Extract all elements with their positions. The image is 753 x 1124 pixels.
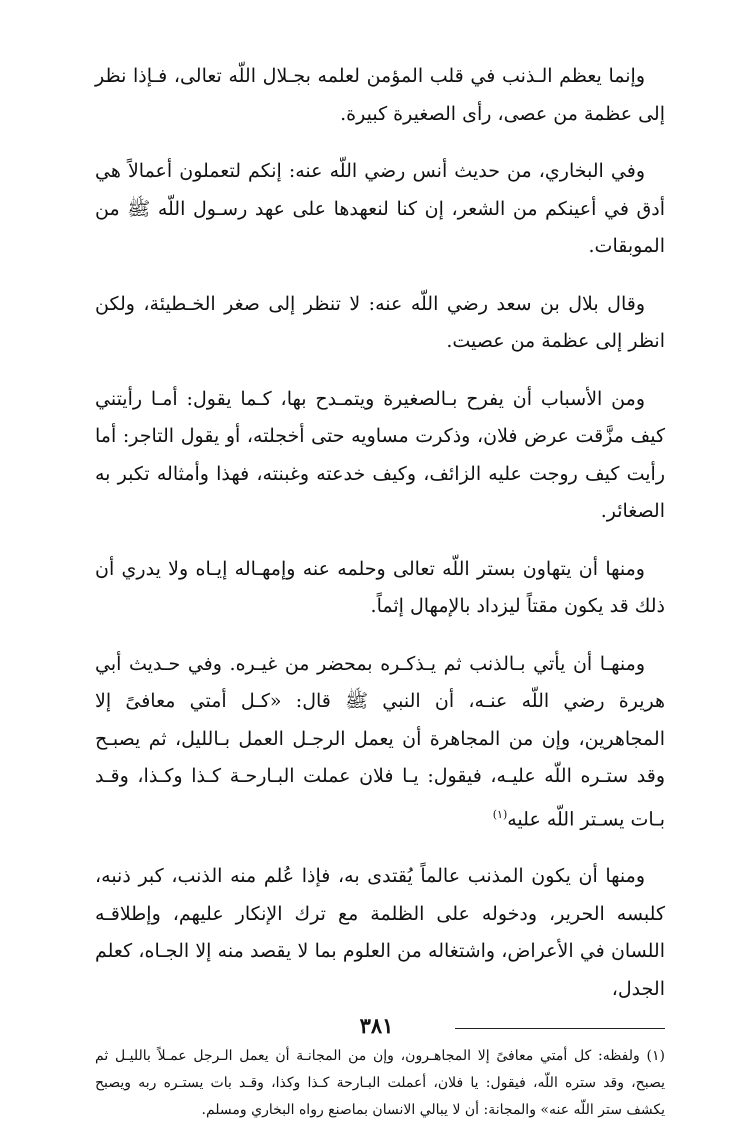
paragraph-4: ومن الأسباب أن يفرح بـالصغيرة ويتمـدح بها، كـما يقول: أمـا رأيتني كيف مزَّقت عرض فلان، وذكرت مساويه حتى أخجلته، أو يقول التاجر: أما رأيت كيف روجت عليه الزائف، وكيف خدعته وغبنته، فهذا وأمثاله تكبر به الصغائر. [95, 387, 665, 522]
paragraph-3: وقال بلال بن سعد رضي اللّه عنه: لا تنظر إلى صغر الخـطيئة، ولكن انظر إلى عظمة من عصيت. [95, 292, 665, 352]
footnote-reference: (١) [492, 807, 508, 821]
page-body [95, 58, 665, 1124]
paragraph-7: ومنها أن يكون المذنب عالماً يُقتدى به، فإذا عُلم منه الذنب، كبر ذنبه، كلبسه الحرير، ودخوله على الظلمة مع ترك الإنكار عليهم، وإطلاقـه اللسان في الأعراض، واشتغاله من العلوم بما لا يقصد منه إلا الجـاه، كعلم الجدل، [95, 865, 665, 1000]
paragraph-1: وإنما يعظم الـذنب في قلب المؤمن لعلمه بجـلال اللّه تعالى، فـإذا نظر إلى عظمة من عصى، رأى الصغيرة كبيرة. [95, 65, 665, 125]
footnote: (١) ولفظه: كل أمتي معافىً إلا المجاهـرون، وإن من المجانـة أن يعمل الـرجل عمـلاً بالليـل ثم يصبح، وقد ستره اللّه، فيقول: يا فلان، أعملت البـارحة كـذا وكذا، وقـد بات يستـره ربه ويصبح يكشف ستر اللّه عنه» والمجانة: أن لا يبالي الانسان بماصنع رواه البخاري ومسلم. [95, 1048, 665, 1119]
paragraph-6-text: ومنهـا أن يأتي بـالذنب ثم يـذكـره بمحضر من غيـره. وفي حـديث أبي هريرة رضي اللّه عنـه، أن النبي ﷺ قال: «كـل أمتي معافىً إلا المجاهرين، وإن من المجاهرة أن يعمل الرجـل العمل بـالليل، ثم يصبـح وقد ستـره اللّه عليـه، فيقول: يـا فلان عملت البـارحـة كـذا وكـذا، وقـد بـات يسـتر اللّه عليه [95, 652, 665, 830]
page-number: ٣٨١ [359, 1013, 394, 1038]
paragraph-2: وفي البخاري، من حديث أنس رضي اللّه عنه: إنكم لتعملون أعمالاً هي أدق في أعينكم من الشعر، إن كنا لنعهدها على عهد رسـول اللّه ﷺ من الموبقات. [95, 160, 665, 257]
paragraph-5: ومنها أن يتهاون بستر اللّه تعالى وحلمه عنه وإمهـاله إيـاه ولا يدري أن ذلك قد يكون مقتاً ليزداد بالإمهال إثماً. [95, 557, 665, 617]
paragraph-6 [95, 646, 665, 839]
